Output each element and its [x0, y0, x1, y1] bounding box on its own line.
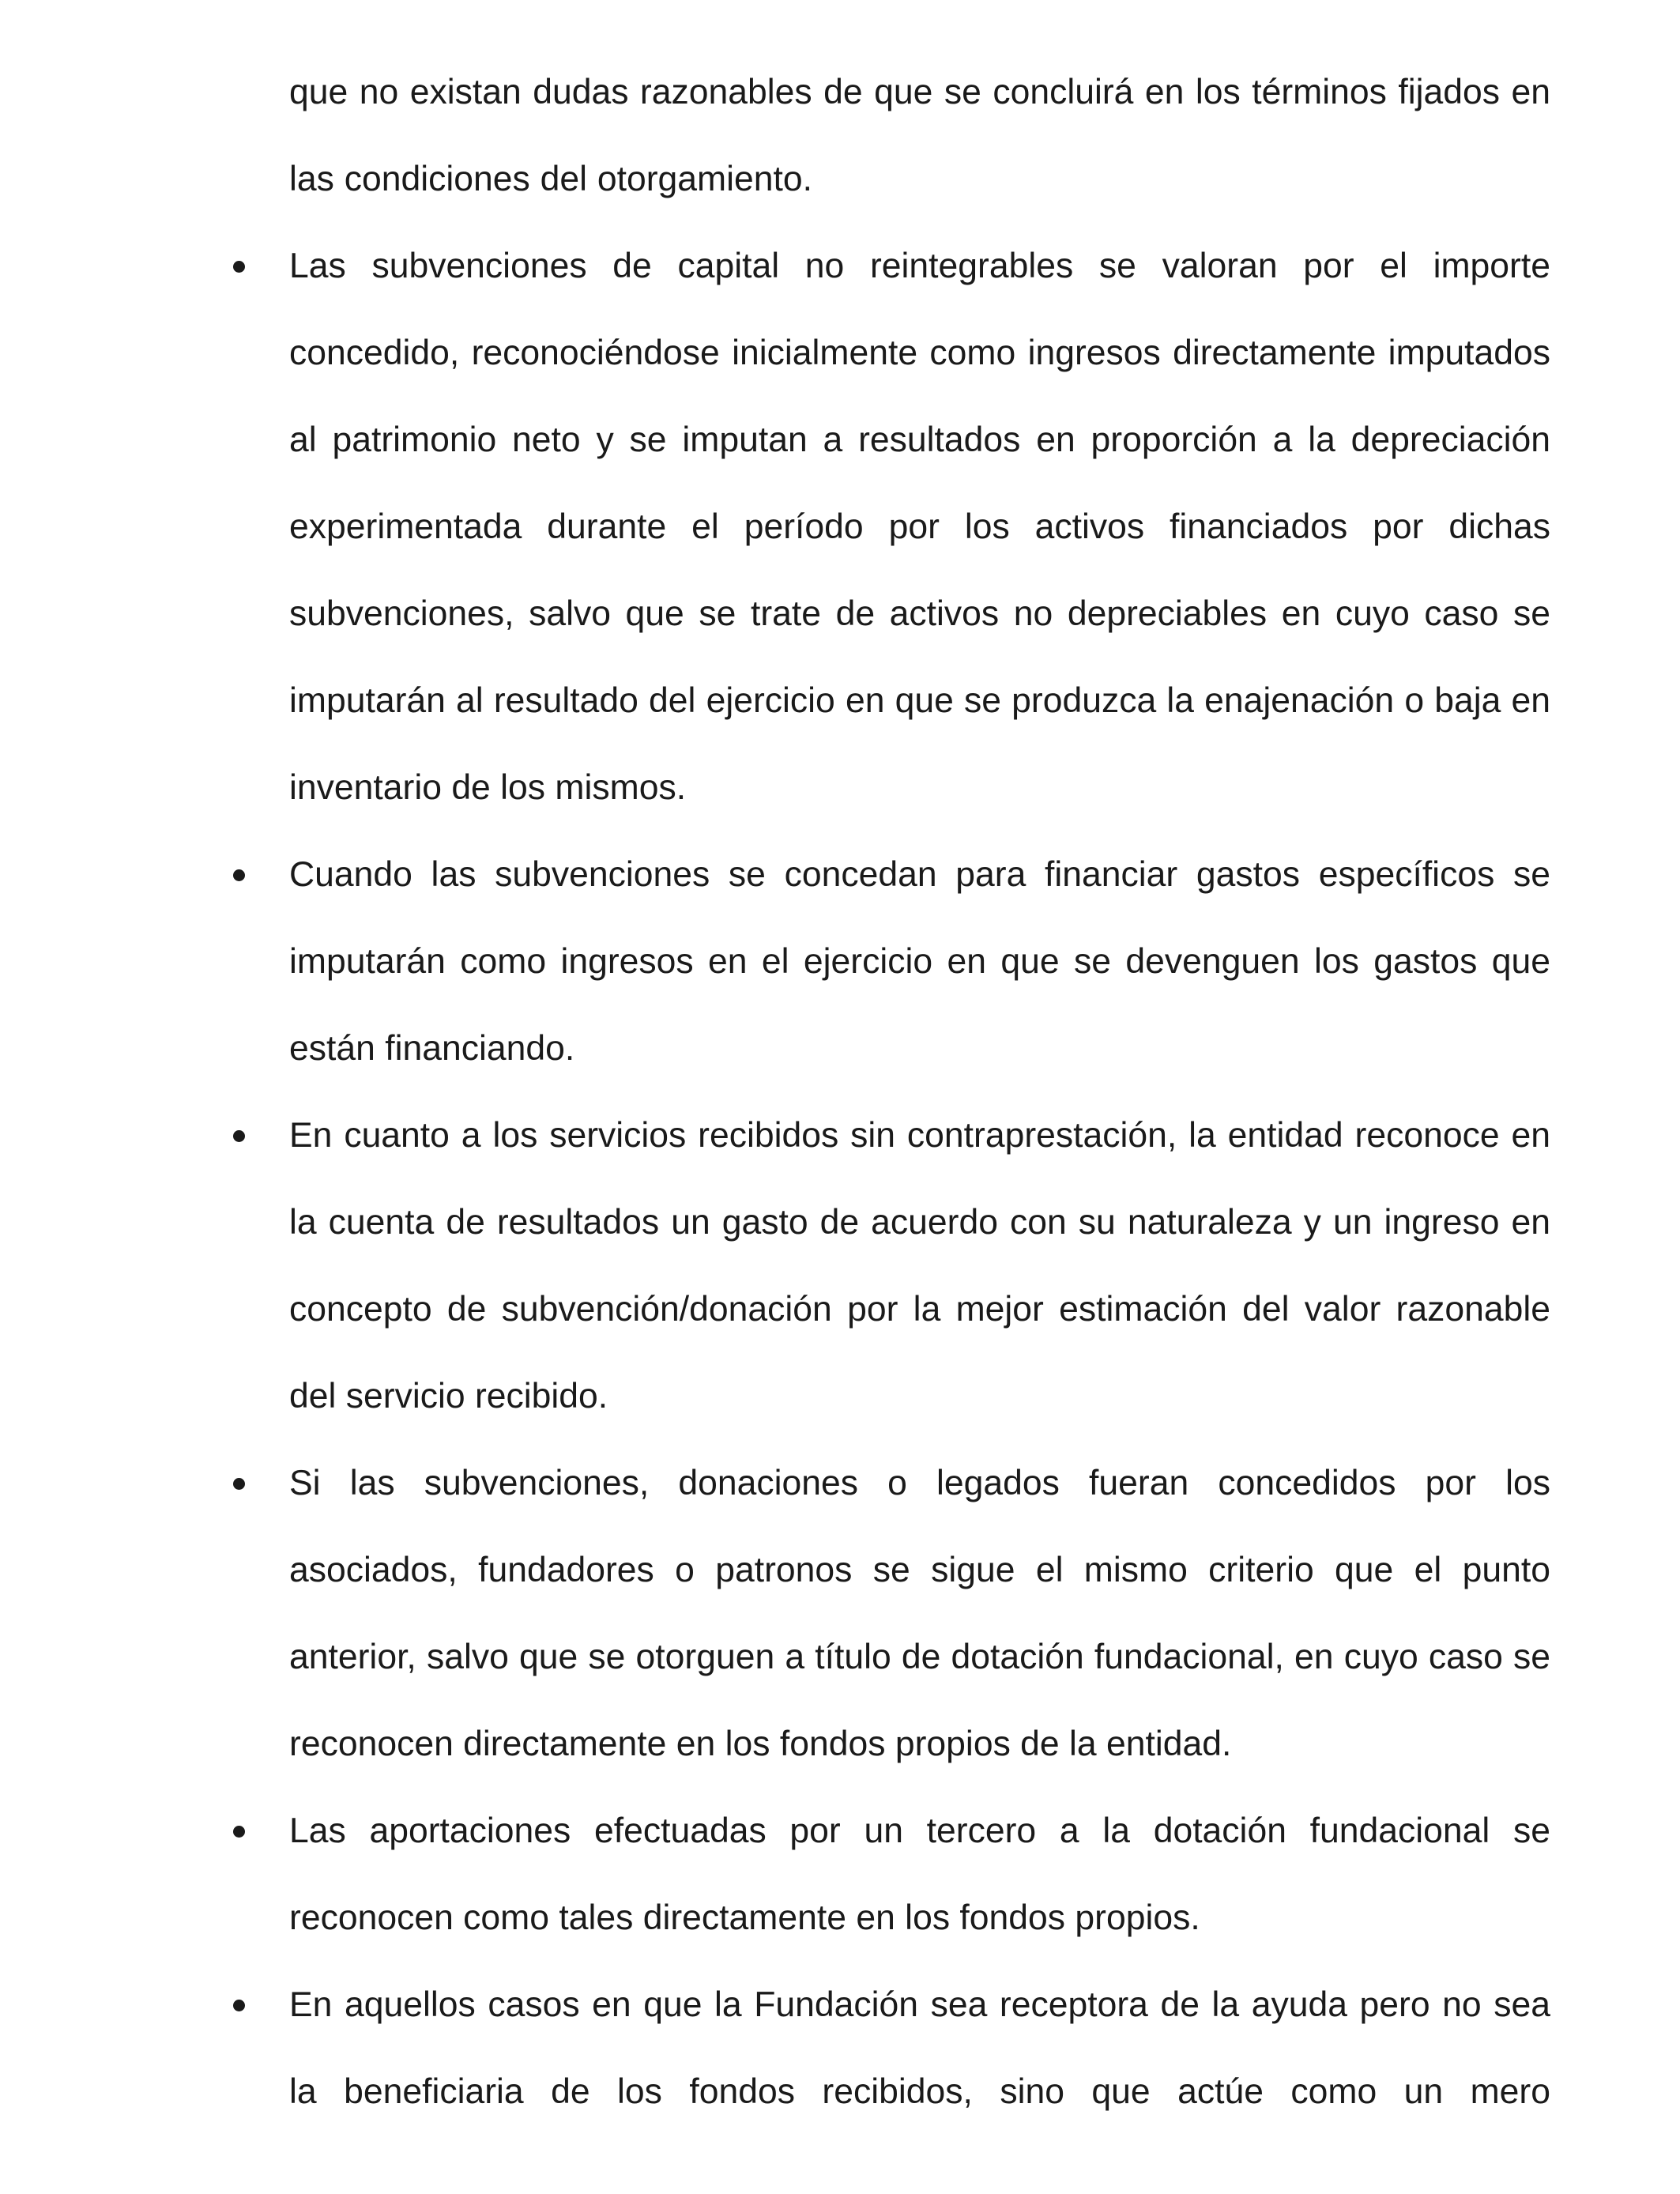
bullet-dot-icon — [233, 1826, 245, 1838]
list-item — [289, 1092, 1550, 1440]
list-item — [289, 1788, 1550, 1962]
list-item — [289, 223, 1550, 831]
list-item-text: Las subvenciones de capital no reintegrables se valoran por el importe concedido, reconociéndose inicialmente como ingresos directamente imputados al patrimonio neto y se imputan a resultados en proporción a la depreciación experimentada durante el período por los activos financiados por dichas subvenciones, salvo que se trate de activos no depreciables en cuyo caso se imputarán al resultado del ejercicio en que se produzca la enajenación o baja en inventario de los mismos. — [289, 247, 1550, 807]
list-item — [289, 1962, 1550, 2136]
list-item — [289, 1440, 1550, 1788]
intro-paragraph: que no existan dudas razonables de que se concluirá en los términos fijados en las condiciones del otorgamiento. — [289, 73, 1550, 198]
list-item — [289, 831, 1550, 1092]
bullet-dot-icon — [233, 2000, 245, 2011]
bullet-list — [289, 223, 1550, 2136]
document-body — [289, 49, 1550, 2136]
bullet-dot-icon — [233, 1130, 245, 1142]
list-item-text: Las aportaciones efectuadas por un tercero a la dotación fundacional se reconocen como tales directamente en los fondos propios. — [289, 1811, 1550, 1937]
bullet-dot-icon — [233, 261, 245, 273]
list-item-text: En cuanto a los servicios recibidos sin contraprestación, la entidad reconoce en la cuenta de resultados un gasto de acuerdo con su naturaleza y un ingreso en concepto de subvención/donación por la mejor estimación del valor razonable del servicio recibido. — [289, 1116, 1550, 1416]
list-item-text: En aquellos casos en que la Fundación sea receptora de la ayuda pero no sea la beneficiaria de los fondos recibidos, sino que actúe como un mero — [289, 1985, 1550, 2111]
bullet-dot-icon — [233, 869, 245, 881]
bullet-dot-icon — [233, 1478, 245, 1490]
list-item-text: Cuando las subvenciones se concedan para financiar gastos específicos se imputarán como ingresos en el ejercicio en que se devenguen los gastos que están financiando. — [289, 855, 1550, 1068]
list-item-text: Si las subvenciones, donaciones o legados fueran concedidos por los asociados, fundadores o patronos se sigue el mismo criterio que el punto anterior, salvo que se otorguen a título de dotación fundacional, en cuyo caso se reconocen directamente en los fondos propios de la entidad. — [289, 1464, 1550, 1763]
